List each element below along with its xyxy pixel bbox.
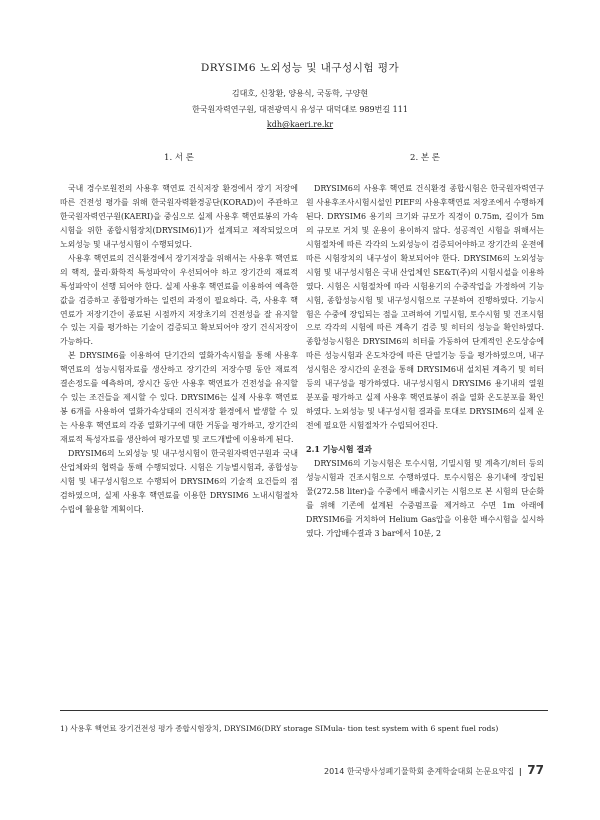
paper-title: DRYSIM6 노외성능 및 내구성시험 평가 — [200, 62, 400, 74]
section-heading-introduction: 1. 서 론 — [164, 153, 194, 163]
left-column — [60, 152, 298, 517]
paragraph: 본 DRYSIM6를 이용하여 단기간의 열화가속시험을 통해 사용후 핵연료의 성능시험자료를 생산하고 장기간의 저장수명 동안 재료적 결손정도를 예측하며, 장시간 동안 사용후 핵연료가 건전성을 유지할 수 있는 조건들을 제시할 수 있다. DRYSIM6는 실제 사용후 핵연료봉 6개를 사용하여 열화가속상태의 건식저장 환경에서 발생할 수 있는 사용후 핵연료의 각종 열화기구에 대한 거동을 평가하고, 장기간의 재료적 특성자료를 생산하여 평가모델 및 코드개발에 이용하게 된다. — [60, 351, 298, 445]
footnote: 1) 사용후 핵연료 장기건전성 평가 종합시험장치, DRYSIM6(DRY storage SIMula- tion test system with 6 spent fuel rods) — [60, 724, 499, 733]
affiliation: 한국원자력연구원, 대전광역시 유성구 대덕대로 989번길 111 — [192, 105, 408, 114]
paragraph: DRYSIM6의 기능시험은 토수시험, 기밀시험 및 계측기/히터 등의 성능시험과 건조시험으로 수행하였다. 토수시험은 용기내에 장입된 물(272.58 liter)을 수중에서 배출시키는 시험으로 본 시험의 단순화를 위해 기존에 설계된 수중펌프를 제거하고 수면 1m 아래에 DRYSIM6를 거치하여 Helium Gas압을 이용한 배수시험을 실시하였다. 가압배수결과 3 bar에서 10분, 2 — [306, 459, 544, 538]
paragraph: DRYSIM6의 노외성능 및 내구성시험이 한국원자력연구원과 국내 산업체와의 협력을 통해 수행되었다. 시험은 기능별시험과, 종합성능시험 및 내구성시험으로 수행되어 DRYSIM6의 기술적 요건들의 점검하였으며, 실제 사용후 핵연료를 이용한 DRYSIM6 노내시험절차 수립에 활용할 계획이다. — [60, 449, 298, 514]
page-footer — [324, 763, 544, 777]
paragraph: DRYSIM6의 사용후 핵연료 건식환경 종합시험은 한국원자력연구원 사용후조사시험시설인 PIEF의 사용후핵연료 저장조에서 수행하게 된다. DRYSIM6 용기의 크기와 규모가 직경이 0.75m, 길이가 5m의 규모로 거치 및 운용이 용이하지 않다. 성공적인 시험을 위해서는 시험절차에 따른 각각의 노외성능이 검증되어야하고 장기간의 운전에 따른 시험장치의 내구성이 확보되어야 한다. DRYSIM6의 노외성능시험 및 내구성시험은 국내 산업체인 SE&T(주)의 시험시설을 이용하였다. 시험은 시험절차에 따라 시험용기의 수중작업을 가정하여 기능시험, 종합성능시험 및 내구성시험으로 구분하여 진행하였다. 기능시험은 수중에 장입되는 점을 고려하여 기밀시험, 토수시험 및 건조시험으로 각각의 시험에 따른 계측기 검증 및 히터의 성능을 확인하였다. 종합성능시험은 DRYSIM6의 히터를 가동하여 단계적인 온도상승에 따른 성능시험과 온도차강에 따른 단열기능 등을 평가하였으며, 내구성시험은 장시간의 운전을 통해 DRYSIM6내 설치된 계측기 및 히터 등의 내구성을 평가하였다. 내구성시험시 DRYSIM6 용기내의 열원 분포를 평가하고 실제 사용후 핵연료봉이 쥐을 열화 온도분포를 확인하였다. 노외성능 및 내구성시험 결과를 토대로 DRYSIM6의 실제 운전에 필요한 시험절차가 수립되어진다. — [306, 183, 545, 431]
paragraph: 사용후 핵연료의 건식환경에서 장기저장을 위해서는 사용후 핵연료의 핵적, 물리·화학적 특성파악이 우선되어야 하고 장기간의 재료적 특성파악이 선행 되어야 한다. 실제 사용후 핵연료를 이용하여 예측한 값을 검증하고 종합평가하는 일련의 과정이 필요하다. 즉, 사용후 핵연료가 저장기간이 종료된 시점까지 저장초기의 건전성을 잘 유지할 수 있는 지를 평가하는 기술이 검증되고 확보되어야 장기 건식저장이 가능하다. — [60, 253, 298, 347]
page-number: 77 — [527, 763, 544, 777]
footnote-divider — [60, 710, 548, 711]
conference-name: 2014 한국방사성폐기물학회 춘계학술대회 논문요약집 — [324, 767, 515, 776]
right-column — [306, 152, 544, 541]
subsection-heading: 2.1 기능시험 결과 — [306, 444, 372, 455]
section-heading-body: 2. 본 론 — [410, 153, 440, 163]
author-email[interactable]: kdh@kaeri.re.kr — [266, 120, 334, 129]
paragraph: 국내 경수로원전의 사용후 핵연료 건식저장 환경에서 장기 저장에 따른 건전성 평가를 위해 한국원자력환경공단(KORAD)이 주관하고 한국원자력연구원(KAERI)을 중심으로 실제 사용후 핵연료봉의 가속시험을 위한 종합시험장치(DRYSIM6)1)가 설계되고 제작되었으며 노외성능 및 내구성시험이 수행되었다. — [60, 183, 298, 249]
footer-separator: | — [518, 767, 522, 776]
author-list: 김대호, 신창환, 양용식, 국동학, 구양현 — [231, 89, 369, 98]
